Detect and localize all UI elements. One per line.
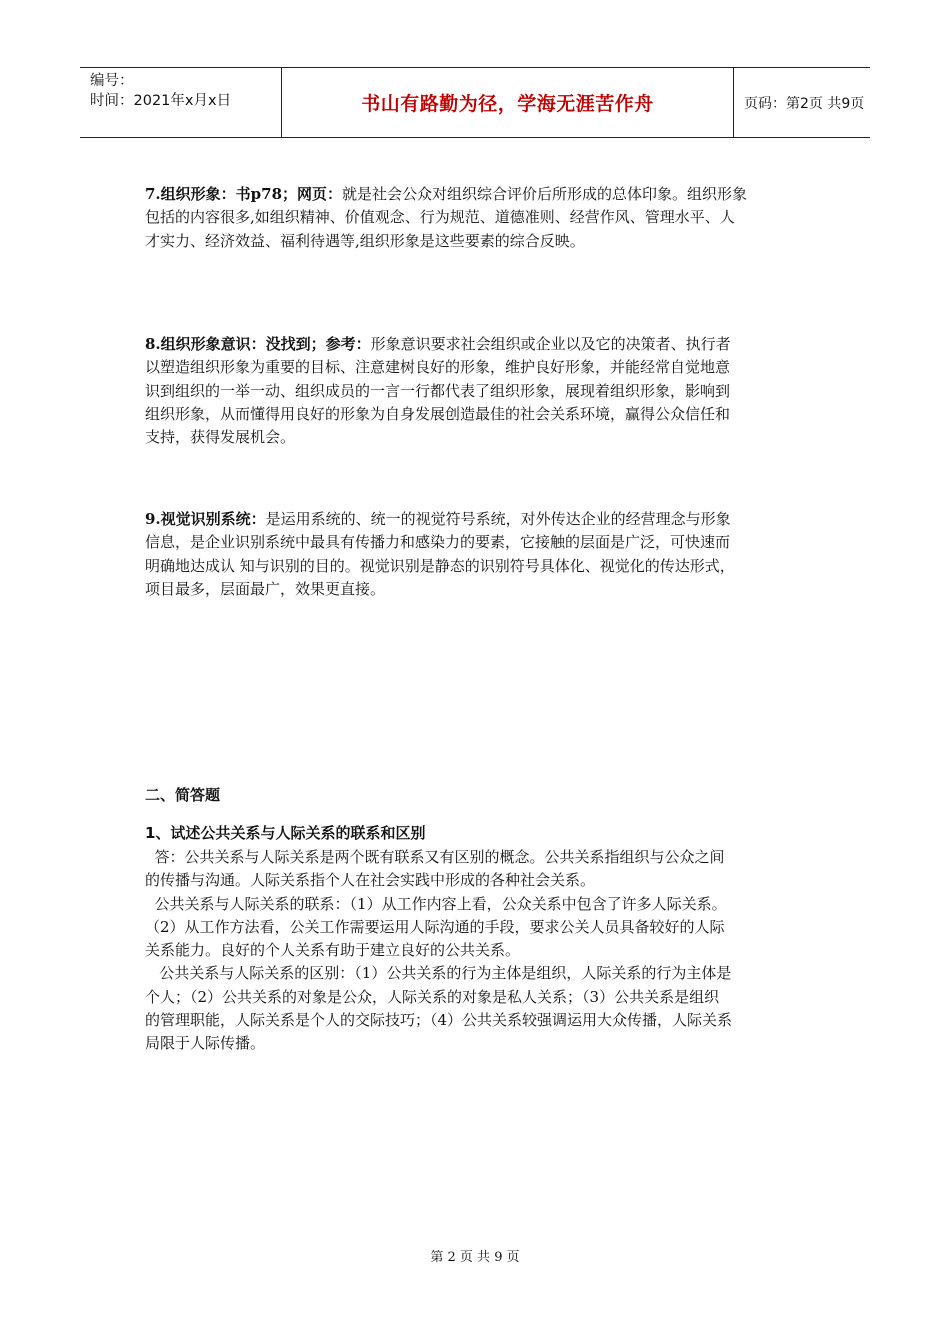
section-9-line-3: 明确地达成认 知与识别的目的。视觉识别是静态的识别符号具体化、视觉化的传达形式， [145,556,735,575]
header-motto-cell [282,68,734,137]
header-meta [80,68,282,137]
section-8 [145,333,815,449]
answer-line: 的管理职能，人际关系是个人的交际技巧；（4）公共关系较强调运用大众传播，人际关系 [145,1011,733,1030]
page-footer: 第 2 页 共 9 页 [430,1250,520,1265]
part-2-title: 二、简答题 [145,786,221,804]
section-7-line-3: 才实力、经济效益、福利待遇等,组织形象是这些要素的综合反映。 [145,231,585,250]
section-7-lead: 7.组织形象：书p78；网页： [145,185,343,203]
answer-line: 关系能力。良好的个人关系有助于建立良好的公共关系。 [145,941,521,960]
section-8-lead: 8.组织形象意识：没找到；参考： [145,335,371,353]
question-1-title: 1、试述公共关系与人际关系的联系和区别 [145,824,426,842]
answer-line: 的传播与沟通。人际关系指个人在社会实践中形成的各种社会关系。 [145,871,596,890]
section-7-line-1: 7.组织形象：书p78；网页：就是社会公众对组织综合评价后所形成的总体印象。组织形象 [145,185,748,203]
answer-line: 个人；（2）公共关系的对象是公众，人际关系的对象是私人关系；（3）公共关系是组织 [145,987,720,1006]
time-label: 时间：2021年x月x日 [90,93,232,109]
section-7 [145,183,815,253]
section-9-line-4: 项目最多，层面最广，效果更直接。 [145,579,386,598]
header-page-code-cell [734,68,870,137]
section-8-line-4: 组织形象，从而懂得用良好的形象为自身发展创造最佳的社会关系环境，赢得公众信任和 [145,404,731,423]
answer-line: 答：公共关系与人际关系是两个既有联系又有区别的概念。公共关系指组织与公众之间 [145,848,725,866]
section-8-line-2: 以塑造组织形象为重要的目标、注意建树良好的形象，维护良好形象，并能经常自觉地意 [145,358,731,377]
section-9-lead: 9.视觉识别系统： [145,510,266,528]
answer-line: 局限于人际传播。 [145,1034,266,1053]
section-9-line-2: 信息，是企业识别系统中最具有传播力和感染力的要素，它接触的层面是广泛，可快速而 [145,533,731,552]
section-8-line-1: 8.组织形象意识：没找到；参考：形象意识要求社会组织或企业以及它的决策者、执行者 [145,335,731,353]
answer-line: 公共关系与人际关系的联系：（1）从工作内容上看，公众关系中包含了许多人际关系。 [145,894,727,913]
answer-line: 公共关系与人际关系的区别：（1）公共关系的行为主体是组织，人际关系的行为主体是 [145,964,732,983]
section-9-line-1: 9.视觉识别系统：是运用系统的、统一的视觉符号系统，对外传达企业的经营理念与形象 [145,510,731,528]
page-header [80,67,870,138]
header-page-code: 页码：第2页 共9页 [744,95,865,112]
section-9 [145,508,815,601]
section-8-line-3: 识到组织的一举一动、组织成员的一言一行都代表了组织形象，展现着组织形象，影响到 [145,381,731,400]
answer-line: （2）从工作方法看，公关工作需要运用人际沟通的手段，要求公关人员具备较好的人际 [145,917,725,936]
section-8-line-5: 支持，获得发展机会。 [145,428,296,447]
header-motto: 书山有路勤为径，学海无涯苦作舟 [361,93,654,115]
question-1-answer [145,846,825,1056]
section-7-line-2: 包括的内容很多,如组织精神、价值观念、行为规范、道德准则、经营作风、管理水平、人 [145,208,735,227]
number-label: 编号： [90,73,134,89]
